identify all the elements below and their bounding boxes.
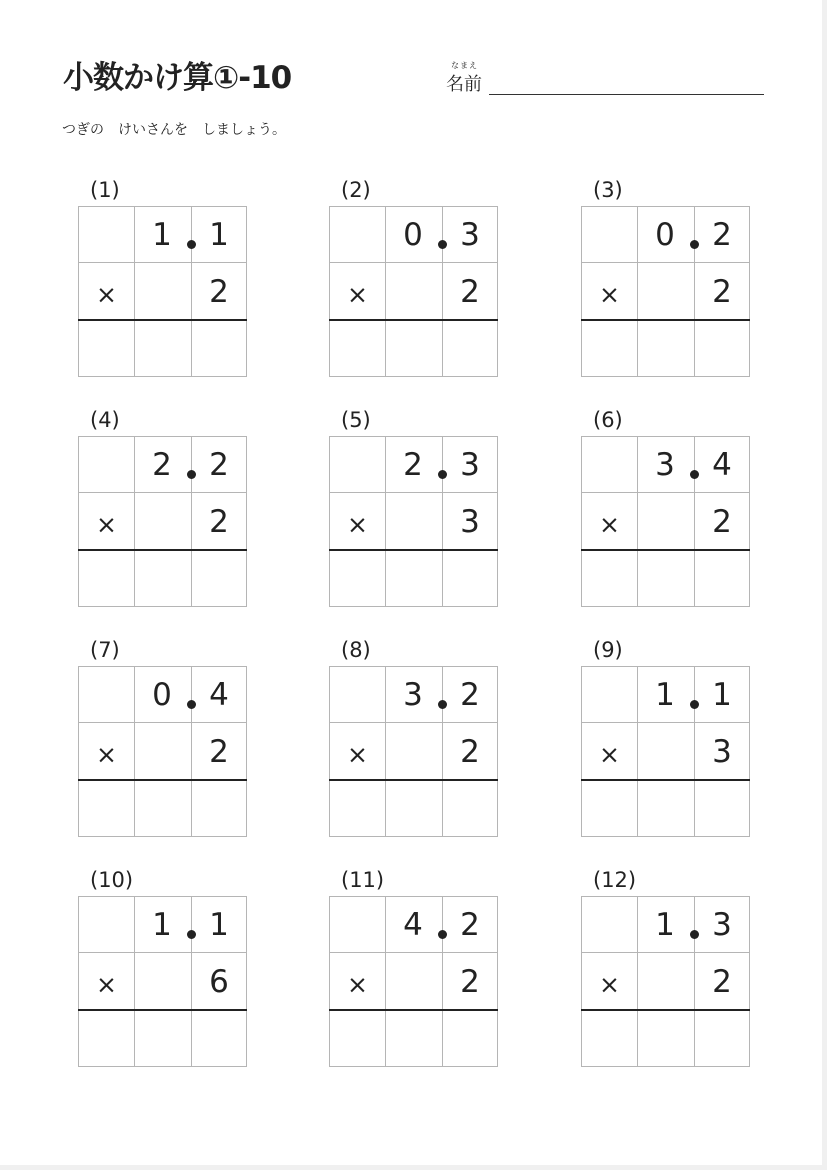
multiplicand-digit: 4 <box>403 907 423 943</box>
answer-line <box>581 1009 750 1011</box>
problem-card <box>78 178 248 378</box>
answer-line <box>581 319 750 321</box>
problem-card <box>78 638 248 838</box>
multiplier-digit: 2 <box>460 734 480 770</box>
answer-line <box>78 549 247 551</box>
multiplier-digit: 2 <box>209 504 229 540</box>
multiplicand-digit: 2 <box>712 217 732 253</box>
answer-grid <box>78 666 247 837</box>
answer-grid <box>329 436 498 607</box>
page-edge <box>822 0 827 1170</box>
times-sign: × <box>347 510 368 539</box>
multiplicand-digit: 0 <box>655 217 675 253</box>
multiplicand-digit: 1 <box>209 907 229 943</box>
multiplier-digit: 2 <box>209 274 229 310</box>
answer-grid <box>581 896 750 1067</box>
problem-card <box>329 178 499 378</box>
problem-label: (6) <box>593 408 623 432</box>
page-title: 小数かけ算①-10 <box>63 60 292 96</box>
multiplicand-digit: 2 <box>460 677 480 713</box>
times-sign: × <box>96 280 117 309</box>
times-sign: × <box>96 970 117 999</box>
answer-grid <box>329 206 498 377</box>
answer-grid <box>78 436 247 607</box>
multiplier-digit: 2 <box>712 964 732 1000</box>
problem-card <box>581 408 751 608</box>
problem-label: (11) <box>341 868 385 892</box>
times-sign: × <box>347 970 368 999</box>
multiplicand-digit: 2 <box>403 447 423 483</box>
multiplier-digit: 6 <box>209 964 229 1000</box>
answer-grid <box>581 436 750 607</box>
multiplier-digit: 2 <box>712 274 732 310</box>
problem-card <box>581 868 751 1068</box>
times-sign: × <box>96 740 117 769</box>
multiplier-digit: 2 <box>712 504 732 540</box>
multiplicand-digit: 2 <box>460 907 480 943</box>
multiplicand-digit: 1 <box>152 217 172 253</box>
answer-grid <box>581 206 750 377</box>
multiplicand-digit: 1 <box>712 677 732 713</box>
problem-card <box>581 178 751 378</box>
multiplier-digit: 3 <box>460 504 480 540</box>
answer-grid <box>329 666 498 837</box>
multiplicand-digit: 1 <box>209 217 229 253</box>
multiplicand-digit: 1 <box>152 907 172 943</box>
multiplicand-digit: 0 <box>403 217 423 253</box>
problem-card <box>329 638 499 838</box>
page-edge <box>0 1165 827 1170</box>
multiplicand-digit: 3 <box>655 447 675 483</box>
times-sign: × <box>347 740 368 769</box>
multiplicand-digit: 1 <box>655 677 675 713</box>
problem-label: (1) <box>90 178 120 202</box>
problem-label: (9) <box>593 638 623 662</box>
times-sign: × <box>599 970 620 999</box>
name-ruby: なまえ <box>451 61 478 70</box>
problem-card <box>78 408 248 608</box>
multiplicand-digit: 0 <box>152 677 172 713</box>
problem-card <box>78 868 248 1068</box>
name-label: 名前 <box>446 74 482 95</box>
answer-line <box>329 1009 498 1011</box>
answer-line <box>581 549 750 551</box>
answer-line <box>78 779 247 781</box>
times-sign: × <box>347 280 368 309</box>
answer-grid <box>329 896 498 1067</box>
answer-line <box>78 319 247 321</box>
multiplier-digit: 2 <box>460 964 480 1000</box>
problem-label: (7) <box>90 638 120 662</box>
answer-line <box>329 319 498 321</box>
multiplicand-digit: 1 <box>655 907 675 943</box>
multiplicand-digit: 3 <box>403 677 423 713</box>
multiplier-digit: 2 <box>460 274 480 310</box>
times-sign: × <box>599 280 620 309</box>
multiplicand-digit: 3 <box>460 217 480 253</box>
problem-label: (2) <box>341 178 371 202</box>
name-field[interactable] <box>489 94 764 95</box>
problem-card <box>329 868 499 1068</box>
multiplicand-digit: 3 <box>460 447 480 483</box>
problem-card <box>581 638 751 838</box>
answer-grid <box>78 206 247 377</box>
times-sign: × <box>599 510 620 539</box>
answer-line <box>581 779 750 781</box>
answer-grid <box>78 896 247 1067</box>
multiplicand-digit: 3 <box>712 907 732 943</box>
problem-label: (10) <box>90 868 134 892</box>
multiplier-digit: 3 <box>712 734 732 770</box>
problem-card <box>329 408 499 608</box>
answer-line <box>78 1009 247 1011</box>
answer-line <box>329 779 498 781</box>
problem-label: (12) <box>593 868 637 892</box>
instruction-text: つぎの けいさんを しましょう。 <box>62 122 286 138</box>
problem-label: (3) <box>593 178 623 202</box>
multiplicand-digit: 2 <box>209 447 229 483</box>
problem-label: (4) <box>90 408 120 432</box>
multiplicand-digit: 4 <box>712 447 732 483</box>
answer-grid <box>581 666 750 837</box>
multiplicand-digit: 2 <box>152 447 172 483</box>
times-sign: × <box>599 740 620 769</box>
problem-label: (5) <box>341 408 371 432</box>
answer-line <box>329 549 498 551</box>
times-sign: × <box>96 510 117 539</box>
problem-label: (8) <box>341 638 371 662</box>
multiplier-digit: 2 <box>209 734 229 770</box>
multiplicand-digit: 4 <box>209 677 229 713</box>
